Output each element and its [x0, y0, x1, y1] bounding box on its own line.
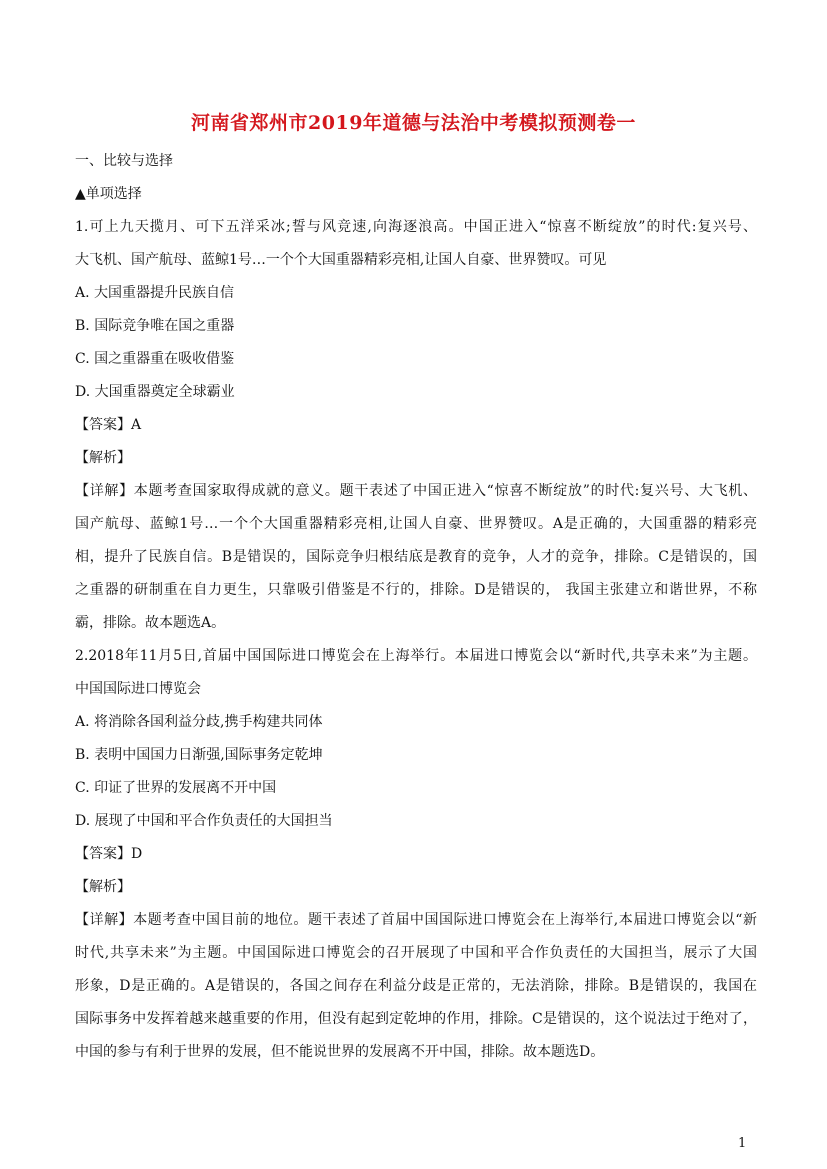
q2-detail-line: 国际事务中发挥着越来越重要的作用，但没有起到定乾坤的作用，排除。C是错误的，这个说法过于绝对了， [75, 1011, 757, 1027]
q1-option-a: A. 大国重器提升民族自信 [75, 285, 235, 301]
q1-stem-line: 大飞机、国产航母、蓝鲸1号…一个个大国重器精彩亮相,让国人自豪、世界赞叹。可见 [75, 252, 607, 268]
q2-detail-line: 中国的参与有利于世界的发展，但不能说世界的发展离不开中国，排除。故本题选D。 [75, 1044, 605, 1060]
q1-option-c: C. 国之重器重在吸收借鉴 [75, 351, 235, 367]
q2-option-a: A. 将消除各国利益分歧,携手构建共同体 [75, 714, 323, 730]
q1-detail-line: 国产航母、蓝鲸1号…一个个大国重器精彩亮相,让国人自豪、世界赞叹。A是正确的，大国重器的精彩亮 [75, 516, 757, 532]
q1-stem-line: 1.可上九天揽月、可下五洋采冰;誓与风竞速,向海逐浪高。中国正进入“惊喜不断绽放”的时代:复兴号、 [75, 219, 757, 235]
q1-detail-line: 【详解】本题考查国家取得成就的意义。题干表述了中国正进入“惊喜不断绽放”的时代:复兴号、大飞机、 [75, 483, 757, 499]
q2-option-c: C. 印证了世界的发展离不开中国 [75, 780, 277, 796]
q2-analysis-label: 【解析】 [75, 879, 131, 895]
q1-detail-line: 之重器的研制重在自力更生，只靠吸引借鉴是不行的，排除。D是错误的， 我国主张建立和谐世界，不称 [75, 582, 757, 598]
q2-detail-line: 形象，D是正确的。A是错误的，各国之间存在利益分歧是正常的，无法消除，排除。B是错误的，我国在 [75, 978, 757, 994]
q1-option-b: B. 国际竞争唯在国之重器 [75, 318, 235, 334]
q1-analysis-label: 【解析】 [75, 450, 131, 466]
q1-answer: 【答案】A [75, 417, 142, 433]
q1-option-d: D. 大国重器奠定全球霸业 [75, 384, 235, 400]
page-number: 1 [738, 1136, 747, 1151]
page-title: 河南省郑州市2019年道德与法治中考模拟预测卷一 [191, 112, 636, 134]
section-heading: 一、比较与选择 [75, 153, 173, 169]
q2-detail-line: 时代,共享未来”为主题。中国国际进口博览会的召开展现了中国和平合作负责任的大国担当，展示了大国 [75, 945, 757, 961]
q2-stem-line: 2.2018年11月5日,首届中国国际进口博览会在上海举行。本届进口博览会以“新时代,共享未来”为主题。 [75, 648, 757, 664]
q2-detail-line: 【详解】本题考查中国目前的地位。题干表述了首届中国国际进口博览会在上海举行,本届进口博览会以“新 [75, 912, 757, 928]
q2-answer: 【答案】D [75, 846, 143, 862]
q2-stem-line: 中国国际进口博览会 [75, 681, 201, 697]
q1-detail-line: 相，提升了民族自信。B是错误的，国际竞争归根结底是教育的竞争，人才的竞争，排除。C是错误的，国 [75, 549, 757, 565]
subsection-heading: ▲单项选择 [75, 186, 142, 202]
q2-option-d: D. 展现了中国和平合作负责任的大国担当 [75, 813, 333, 829]
q2-option-b: B. 表明中国国力日渐强,国际事务定乾坤 [75, 747, 323, 763]
q1-detail-line: 霸，排除。故本题选A。 [75, 615, 226, 631]
